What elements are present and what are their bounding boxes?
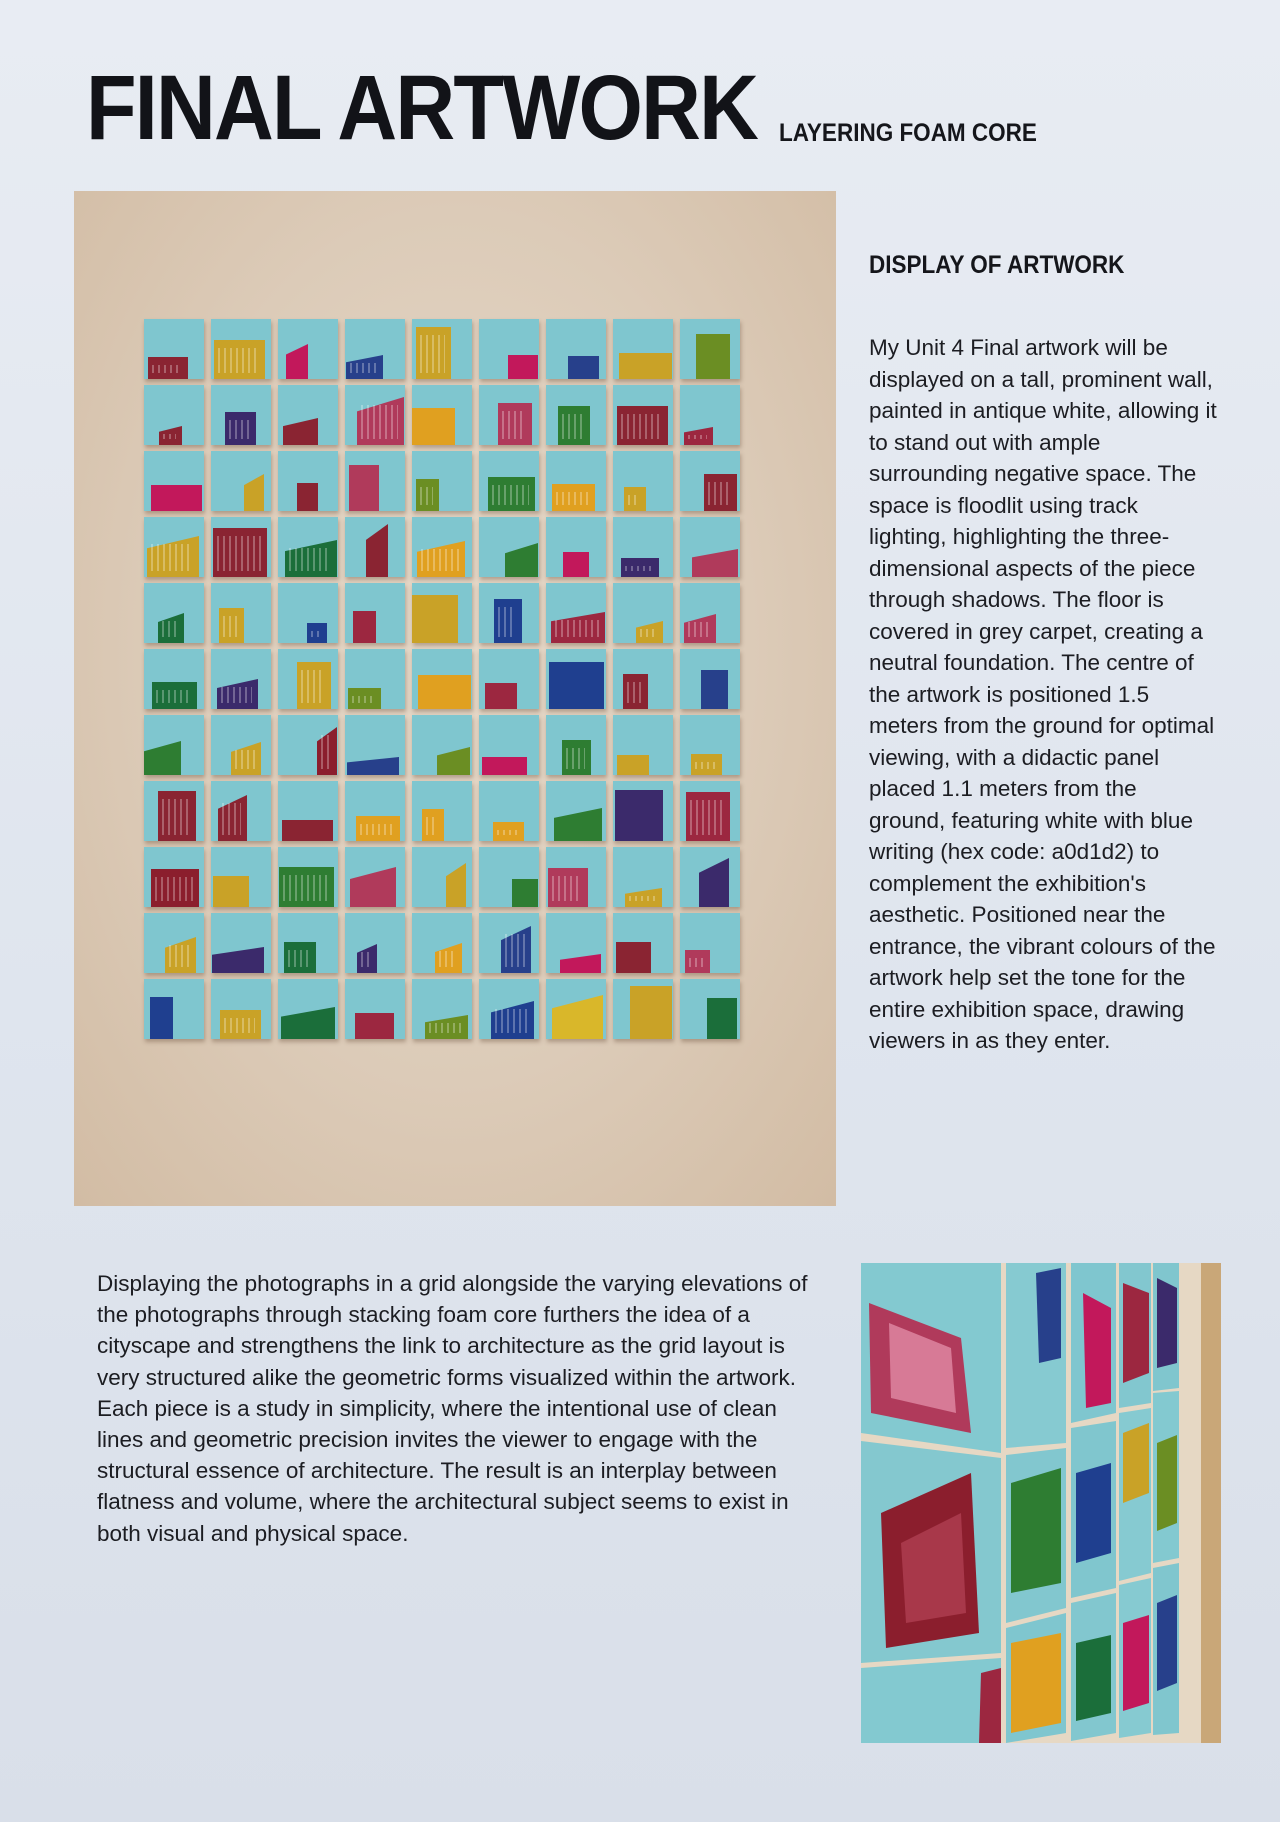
artwork-tile: [144, 649, 204, 709]
artwork-tile: [613, 583, 673, 643]
artwork-tile: [613, 649, 673, 709]
artwork-tile: [412, 649, 472, 709]
grid-body-text: Displaying the photographs in a grid alongside the varying elevations of the photographs through stacking foam core furthers the idea of a cityscape and strengthens the link to architecture as the grid layout is very structured alike the geometric forms visualized within the artwork. Each piece is a study in simplicity, where the intentional use of clean lines and geometric precision invites the viewer to engage with the structural essence of architecture. The result is an interplay between flatness and volume, where the architectural subject seems to exist in both visual and physical space.: [97, 1271, 808, 1546]
artwork-tile: [412, 517, 472, 577]
artwork-tile: [546, 583, 606, 643]
artwork-tile: [613, 451, 673, 511]
artwork-tile: [479, 451, 539, 511]
artwork-wall-photo: [74, 191, 836, 1206]
artwork-tile: [345, 517, 405, 577]
artwork-tile: [345, 451, 405, 511]
artwork-tile: [345, 847, 405, 907]
artwork-tile: [278, 319, 338, 379]
artwork-tile: [144, 781, 204, 841]
artwork-tile: [211, 319, 271, 379]
artwork-tile: [345, 715, 405, 775]
artwork-tile: [278, 649, 338, 709]
artwork-tile: [546, 385, 606, 445]
artwork-tile: [412, 979, 472, 1039]
artwork-tile: [412, 385, 472, 445]
artwork-tile: [546, 319, 606, 379]
artwork-tile: [144, 913, 204, 973]
artwork-tile: [345, 319, 405, 379]
artwork-tile: [278, 847, 338, 907]
artwork-tile: [680, 517, 740, 577]
display-heading: DISPLAY OF ARTWORK: [869, 251, 1125, 279]
page-title: FINAL ARTWORK: [86, 57, 758, 159]
artwork-tile: [211, 781, 271, 841]
artwork-tile: [613, 913, 673, 973]
artwork-tile: [412, 715, 472, 775]
artwork-tile: [345, 583, 405, 643]
artwork-tile: [546, 715, 606, 775]
artwork-tile: [211, 715, 271, 775]
artwork-tile: [144, 385, 204, 445]
artwork-tile: [278, 913, 338, 973]
artwork-tile: [613, 385, 673, 445]
artwork-tile: [613, 517, 673, 577]
artwork-tile: [613, 979, 673, 1039]
artwork-tile: [211, 517, 271, 577]
artwork-tile: [144, 583, 204, 643]
artwork-tile: [680, 451, 740, 511]
artwork-tile: [680, 385, 740, 445]
artwork-tile: [613, 715, 673, 775]
artwork-tile: [412, 451, 472, 511]
artwork-tile: [680, 781, 740, 841]
artwork-tile: [211, 649, 271, 709]
artwork-tile: [278, 781, 338, 841]
artwork-tile: [479, 583, 539, 643]
artwork-tile: [211, 979, 271, 1039]
artwork-tile: [479, 979, 539, 1039]
artwork-tile: [680, 319, 740, 379]
artwork-tile: [144, 847, 204, 907]
artwork-tile-grid: [144, 319, 740, 1039]
artwork-tile: [211, 385, 271, 445]
artwork-tile: [144, 517, 204, 577]
artwork-tile: [278, 583, 338, 643]
artwork-tile: [412, 583, 472, 643]
artwork-tile: [479, 385, 539, 445]
artwork-tile: [546, 913, 606, 973]
artwork-tile: [479, 649, 539, 709]
artwork-tile: [412, 319, 472, 379]
artwork-tile: [278, 715, 338, 775]
artwork-tile: [278, 517, 338, 577]
artwork-tile: [546, 517, 606, 577]
artwork-tile: [680, 979, 740, 1039]
artwork-tile: [479, 715, 539, 775]
page-subtitle: LAYERING FOAM CORE: [779, 119, 1037, 147]
artwork-tile: [412, 781, 472, 841]
display-body-text: My Unit 4 Final artwork will be displayed on a tall, prominent wall, painted in antique white, allowing it to stand out with ample surrounding negative space. The space is floodlit using track lighting, highlighting the three-dimensional aspects of the piece through shadows. The floor is covered in grey carpet, creating a neutral foundation. The centre of the artwork is positioned 1.5 meters from the ground for optimal viewing, with a didactic panel placed 1.1 meters from the ground, featuring white with blue writing (hex code: a0d1d2) to complement the exhibition's aesthetic. Positioned near the entrance, the vibrant colours of the artwork help set the tone for the entire exhibition space, drawing viewers in as they enter.: [869, 335, 1217, 1053]
artwork-tile: [211, 583, 271, 643]
artwork-tile: [680, 913, 740, 973]
artwork-tile: [546, 847, 606, 907]
artwork-tile: [680, 649, 740, 709]
artwork-tile: [144, 979, 204, 1039]
artwork-tile: [211, 913, 271, 973]
artwork-tile: [613, 781, 673, 841]
artwork-tile: [345, 385, 405, 445]
artwork-tile: [613, 847, 673, 907]
artwork-tile: [680, 583, 740, 643]
artwork-detail-photo: [861, 1263, 1221, 1743]
artwork-tile: [345, 913, 405, 973]
artwork-tile: [546, 649, 606, 709]
artwork-tile: [144, 715, 204, 775]
artwork-detail-image: [861, 1263, 1221, 1743]
artwork-tile: [211, 847, 271, 907]
artwork-tile: [345, 979, 405, 1039]
artwork-tile: [278, 385, 338, 445]
artwork-tile: [546, 979, 606, 1039]
artwork-tile: [479, 913, 539, 973]
artwork-tile: [680, 715, 740, 775]
artwork-tile: [479, 781, 539, 841]
artwork-tile: [479, 847, 539, 907]
artwork-tile: [613, 319, 673, 379]
artwork-tile: [680, 847, 740, 907]
artwork-tile: [546, 451, 606, 511]
artwork-tile: [144, 451, 204, 511]
artwork-tile: [144, 319, 204, 379]
artwork-tile: [412, 847, 472, 907]
artwork-tile: [412, 913, 472, 973]
artwork-tile: [345, 649, 405, 709]
artwork-tile: [345, 781, 405, 841]
artwork-tile: [546, 781, 606, 841]
artwork-tile: [278, 979, 338, 1039]
artwork-tile: [211, 451, 271, 511]
artwork-tile: [479, 517, 539, 577]
artwork-tile: [479, 319, 539, 379]
artwork-tile: [278, 451, 338, 511]
